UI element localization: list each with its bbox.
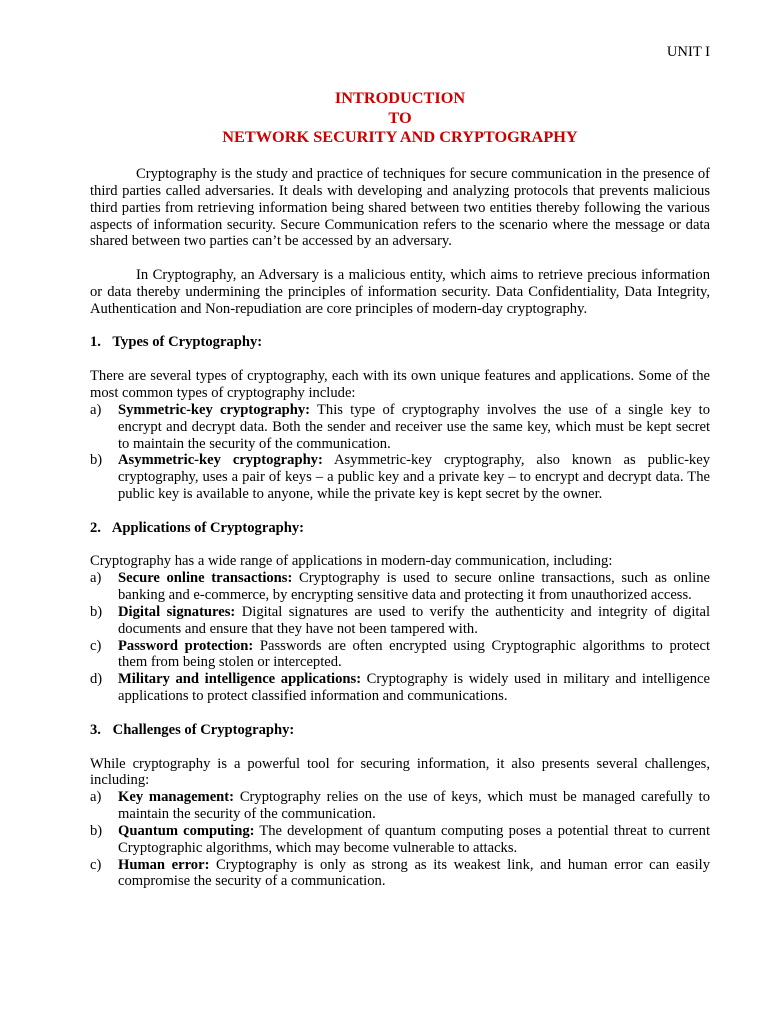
list-text: Cryptography relies on the use of keys, which must be managed carefully to maintain the security of the communication.: [118, 789, 711, 823]
list-term: Asymmetric-key cryptography:: [118, 452, 323, 469]
list-text: The development of quantum computing poses a potential threat to current Cryptographic algorithms, which may become vulnerable to attacks.: [118, 822, 711, 856]
list-marker: c): [90, 856, 102, 873]
intro-paragraph-1: Cryptography is the study and practice of techniques for secure communication in the presence of third parties called adversaries. It deals with developing and analyzing protocols that prevents malicious third parties from retrieving information being shared between two entities thereby following the various aspects of information security. Secure Communication refers to the scenario where the message or data shared between two parties can’t be accessed by an adversary.: [90, 166, 710, 250]
list-text: Cryptography is only as strong as its weakest link, and human error can easily compromise the security of a communication.: [118, 856, 710, 890]
title-line-2: TO: [388, 107, 412, 127]
list-item: [90, 452, 710, 503]
list-marker: a): [90, 570, 102, 587]
section-lead: There are several types of cryptography, each with its own unique features and applications. Some of the most common types of cryptography include:: [90, 368, 710, 401]
unit-label: UNIT I: [666, 44, 710, 60]
list-item: [90, 823, 710, 857]
list-item: [90, 857, 710, 891]
challenges-list: [90, 789, 710, 890]
list-item: [90, 402, 710, 453]
list-term: Secure online transactions:: [118, 570, 293, 587]
section-title: Challenges of Cryptography:: [112, 721, 295, 738]
section-title: Types of Cryptography:: [112, 334, 263, 351]
list-marker: a): [90, 401, 102, 418]
list-item: [90, 789, 710, 823]
list-marker: d): [90, 671, 103, 688]
list-item: [90, 638, 710, 672]
section-number: 1.: [90, 334, 101, 351]
section-title: Applications of Cryptography:: [111, 519, 305, 536]
list-text: This type of cryptography involves the use of a single key to encrypt and decrypt data. Both the sender and receiver use the same key, which must be kept secret to maintain the security of the communication.: [118, 401, 710, 452]
list-term: Military and intelligence applications:: [118, 671, 362, 688]
list-item: [90, 671, 710, 705]
list-term: Quantum computing:: [118, 822, 255, 839]
title-line-3: NETWORK SECURITY AND CRYPTOGRAPHY: [222, 127, 578, 146]
section-lead: While cryptography is a powerful tool for securing information, it also presents several challenges, including:: [90, 755, 710, 789]
section-number: 3.: [90, 721, 101, 738]
list-item: [90, 570, 710, 604]
document-body: [90, 166, 710, 890]
document-page: [90, 0, 710, 1024]
section-heading-types: [90, 334, 710, 351]
list-marker: b): [90, 452, 103, 469]
title-line-1: INTRODUCTION: [334, 88, 466, 107]
section-number: 2.: [90, 519, 101, 536]
list-term: Symmetric-key cryptography:: [118, 401, 311, 418]
list-marker: a): [90, 789, 102, 806]
list-marker: c): [90, 637, 102, 654]
list-text: Passwords are often encrypted using Cryptographic algorithms to protect them from being stolen or intercepted.: [118, 637, 710, 671]
applications-list: [90, 570, 710, 705]
section-heading-applications: [90, 520, 710, 537]
list-term: Password protection:: [118, 637, 254, 654]
list-marker: b): [90, 603, 103, 620]
list-marker: b): [90, 822, 103, 839]
list-text: Asymmetric-key cryptography, also known as public-key cryptography, uses a pair of keys – a public key and a private key – to encrypt and decrypt data. The public key is available to anyone, while the private key is kept secret by the owner.: [118, 452, 710, 503]
section-lead: Cryptography has a wide range of applications in modern-day communication, including:: [90, 553, 613, 570]
list-item: [90, 604, 710, 638]
list-text: Digital signatures are used to verify the authenticity and integrity of digital documents and ensure that they have not been tampered with.: [118, 603, 710, 637]
list-term: Key management:: [118, 789, 235, 806]
section-heading-challenges: [90, 722, 710, 739]
types-list: [90, 402, 710, 503]
list-text: Cryptography is widely used in military and intelligence applications to protect classified information and communications.: [118, 671, 710, 705]
list-term: Digital signatures:: [118, 603, 236, 620]
list-term: Human error:: [118, 856, 210, 873]
intro-paragraph-2: In Cryptography, an Adversary is a malicious entity, which aims to retrieve precious information or data thereby undermining the principles of information security. Data Confidentiality, Data Integrity, Authentication and Non-repudiation are core principles of modern-day cryptography.: [90, 267, 710, 317]
document-title: [90, 88, 710, 147]
list-text: Cryptography is used to secure online transactions, such as online banking and e-commerce, by encrypting sensitive data and protecting it from unauthorized access.: [118, 570, 710, 604]
